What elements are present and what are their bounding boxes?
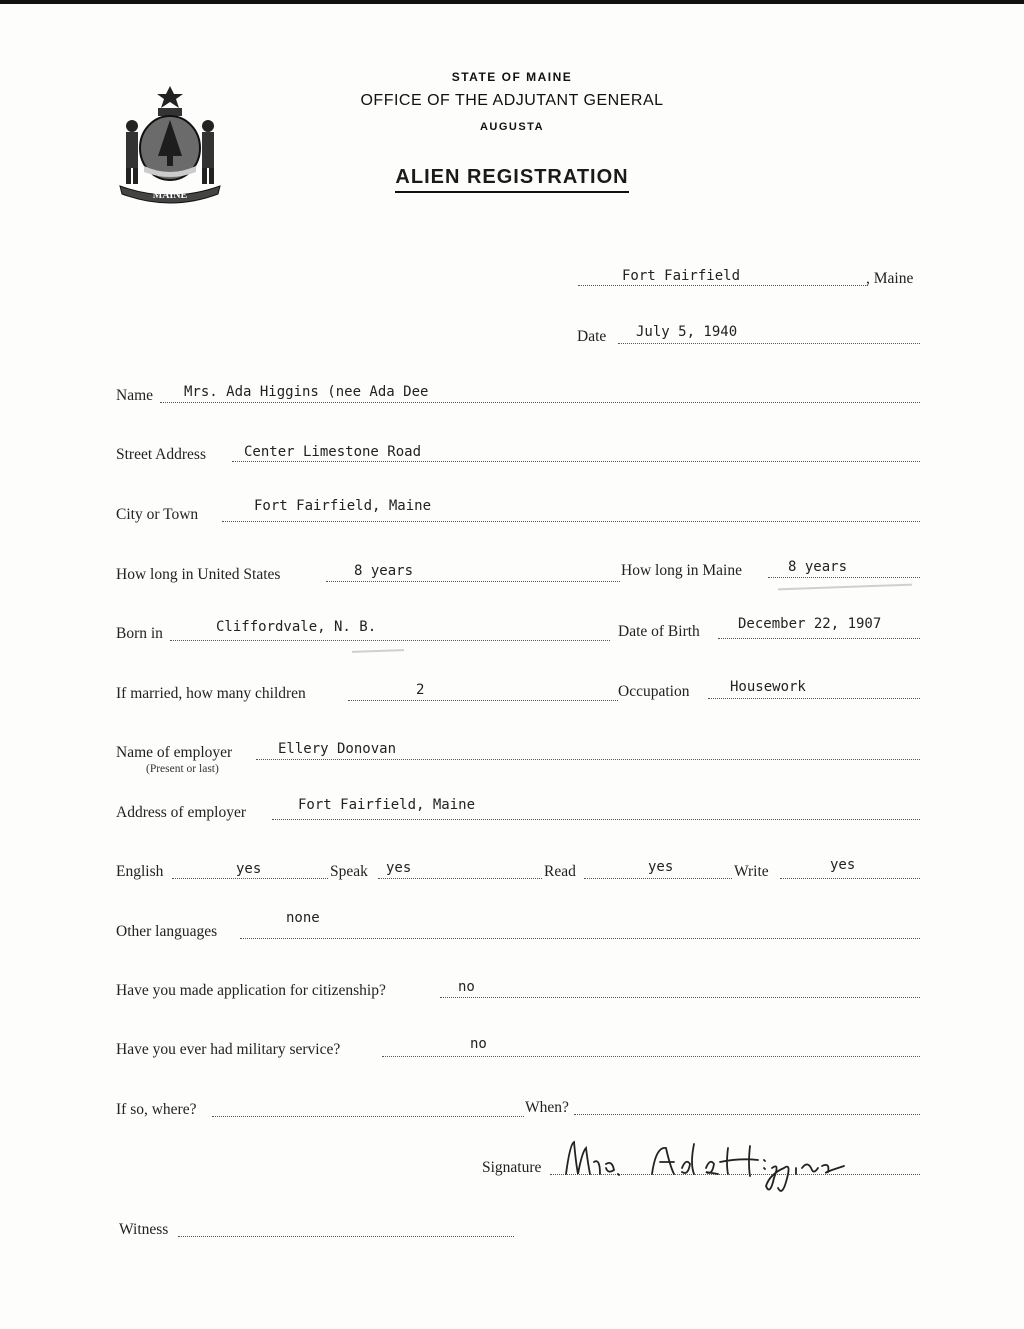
witness-label: Witness <box>119 1221 169 1238</box>
us-duration-value[interactable]: 8 years <box>354 563 414 579</box>
maine-duration-line <box>768 577 920 578</box>
citizenship-line <box>440 997 920 998</box>
other-languages-label: Other languages <box>116 923 218 940</box>
dob-line <box>718 638 920 639</box>
read-label: Read <box>544 863 576 880</box>
form-title: ALIEN REGISTRATION <box>395 166 628 193</box>
where-label: If so, where? <box>116 1101 197 1118</box>
children-label: If married, how many children <box>116 685 306 702</box>
name-line <box>160 402 920 403</box>
english-line <box>172 878 328 879</box>
form-title-wrap <box>0 166 1024 193</box>
occupation-line <box>708 698 920 699</box>
place-label: , Maine <box>866 270 914 287</box>
place-value[interactable]: Fort Fairfield <box>622 268 741 284</box>
employer-address-value[interactable]: Fort Fairfield, Maine <box>298 797 476 813</box>
when-label: When? <box>525 1099 569 1116</box>
name-label: Name <box>116 387 154 404</box>
write-value[interactable]: yes <box>830 857 856 873</box>
speak-line <box>378 878 542 879</box>
occupation-value[interactable]: Housework <box>730 679 806 695</box>
employer-address-line <box>272 819 920 820</box>
place-line <box>578 285 868 286</box>
speak-value[interactable]: yes <box>386 860 412 876</box>
street-line <box>232 461 920 462</box>
state-heading: STATE OF MAINE <box>451 70 573 84</box>
citizenship-label: Have you made application for citizenship? <box>116 982 386 999</box>
employer-label: Name of employer <box>116 744 233 761</box>
signature-label: Signature <box>482 1159 542 1176</box>
read-line <box>584 878 732 879</box>
children-value[interactable]: 2 <box>416 682 425 698</box>
employer-line <box>256 759 920 760</box>
pencil-mark <box>778 584 912 591</box>
when-line[interactable] <box>574 1114 920 1115</box>
occupation-label: Occupation <box>618 683 690 700</box>
military-label: Have you ever had military service? <box>116 1041 341 1058</box>
maine-duration-value[interactable]: 8 years <box>788 559 848 575</box>
witness-line[interactable] <box>178 1236 514 1237</box>
handwritten-signature <box>560 1134 850 1198</box>
dob-label: Date of Birth <box>618 623 700 640</box>
born-value[interactable]: Cliffordvale, N. B. <box>216 619 377 635</box>
city-label: City or Town <box>116 506 199 523</box>
us-duration-label: How long in United States <box>116 566 281 583</box>
street-label: Street Address <box>116 446 206 463</box>
city-heading: AUGUSTA <box>479 121 545 133</box>
read-value[interactable]: yes <box>648 859 674 875</box>
employer-sublabel: (Present or last) <box>146 763 219 775</box>
office-heading: OFFICE OF THE ADJUTANT GENERAL <box>360 92 664 109</box>
military-line <box>382 1056 920 1057</box>
write-label: Write <box>734 863 769 880</box>
employer-value[interactable]: Ellery Donovan <box>278 741 397 757</box>
military-value[interactable]: no <box>470 1036 487 1052</box>
english-label: English <box>116 863 164 880</box>
dob-value[interactable]: December 22, 1907 <box>738 616 882 632</box>
where-line[interactable] <box>212 1116 524 1117</box>
seal-banner-text: MAINE <box>152 190 188 201</box>
other-languages-line <box>240 938 920 939</box>
born-line <box>170 640 610 641</box>
english-value[interactable]: yes <box>236 861 262 877</box>
date-line <box>618 343 920 344</box>
maine-duration-label: How long in Maine <box>621 562 742 579</box>
write-line <box>780 878 920 879</box>
city-value[interactable]: Fort Fairfield, Maine <box>254 498 432 514</box>
date-label: Date <box>577 328 607 345</box>
employer-address-label: Address of employer <box>116 804 246 821</box>
born-label: Born in <box>116 625 163 642</box>
date-value[interactable]: July 5, 1940 <box>636 324 738 340</box>
us-duration-line <box>326 581 620 582</box>
name-value[interactable]: Mrs. Ada Higgins (nee Ada Dee <box>184 384 429 400</box>
city-line <box>222 521 920 522</box>
children-line <box>348 700 618 701</box>
speak-label: Speak <box>330 863 368 880</box>
other-languages-value[interactable]: none <box>286 910 320 926</box>
citizenship-value[interactable]: no <box>458 979 475 995</box>
street-value[interactable]: Center Limestone Road <box>244 444 422 460</box>
pencil-mark <box>352 649 404 653</box>
